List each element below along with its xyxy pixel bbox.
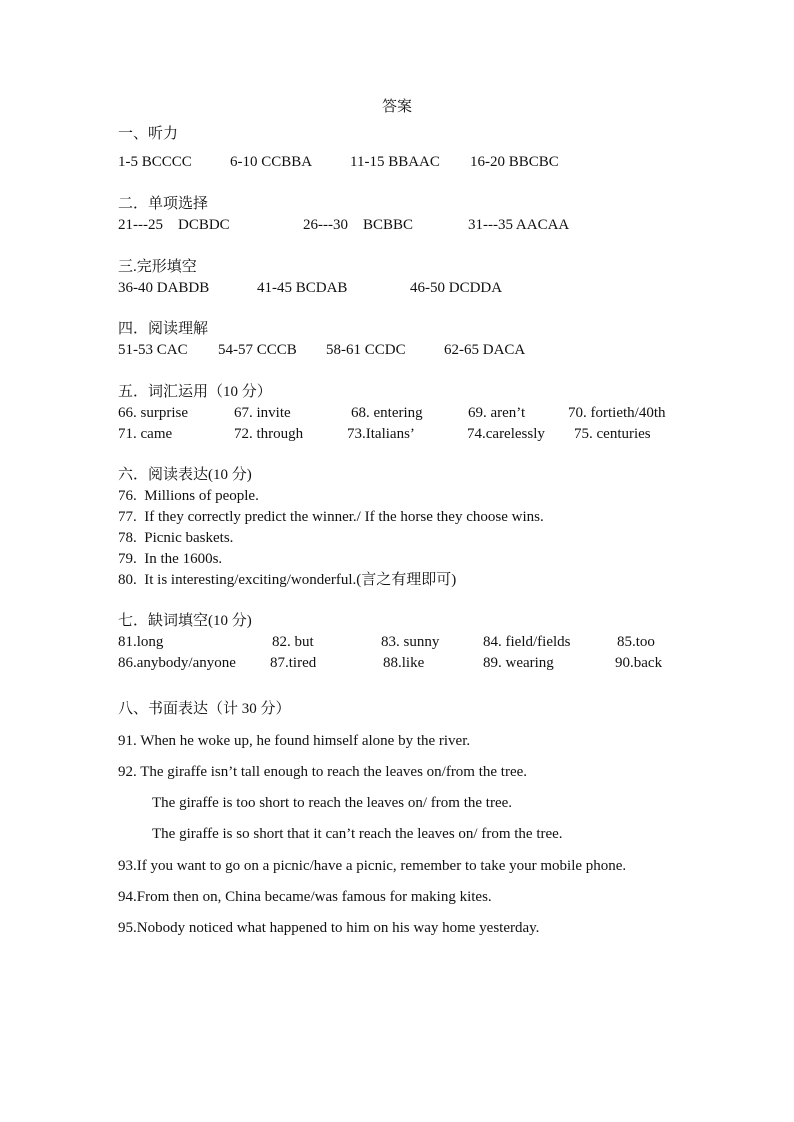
answer-line: 79. In the 1600s.	[118, 551, 223, 567]
answer-group: 6-10 CCBBA	[230, 154, 313, 170]
answer-line: 80. It is interesting/exciting/wonderful.(言之有理即可)	[118, 572, 457, 588]
answer-item: 84. field/fields	[483, 634, 571, 650]
answer-line: 94.From then on, China became/was famous for making kites.	[118, 889, 492, 905]
answer-group: 46-50 DCDDA	[410, 280, 503, 296]
section-heading-word-fill: 七．缺词填空(10 分)	[118, 613, 252, 629]
answer-line: 78. Picnic baskets.	[118, 530, 234, 546]
answer-group: 62-65 DACA	[444, 342, 526, 358]
section-heading-reading: 四．阅读理解	[118, 321, 209, 337]
answer-line: 76. Millions of people.	[118, 488, 259, 504]
answer-item: 70. fortieth/40th	[568, 405, 666, 421]
answer-group: 26---30 BCBBC	[303, 217, 414, 233]
section-heading-reading-expression: 六．阅读表达(10 分)	[118, 467, 252, 483]
answer-item: 68. entering	[351, 405, 423, 421]
answer-line: 92. The giraffe isn’t tall enough to reach the leaves on/from the tree.	[118, 764, 528, 780]
answer-item: 66. surprise	[118, 405, 188, 421]
answer-group: 21---25 DCBDC	[118, 217, 230, 233]
answer-line: The giraffe is too short to reach the leaves on/ from the tree.	[152, 795, 513, 811]
section-heading-cloze: 三.完形填空	[118, 259, 197, 275]
answer-group: 16-20 BBCBC	[470, 154, 559, 170]
answer-group: 41-45 BCDAB	[257, 280, 348, 296]
answer-group: 1-5 BCCCC	[118, 154, 192, 170]
answer-group: 11-15 BBAAC	[350, 154, 440, 170]
answer-item: 72. through	[234, 426, 304, 442]
section-heading-writing: 八、书面表达（计 30 分）	[118, 701, 291, 717]
answer-item: 71. came	[118, 426, 173, 442]
answer-item: 69. aren’t	[468, 405, 526, 421]
answer-item: 75. centuries	[574, 426, 651, 442]
answer-item: 89. wearing	[483, 655, 554, 671]
answer-item: 67. invite	[234, 405, 291, 421]
answer-item: 74.carelessly	[467, 426, 545, 442]
answer-item: 83. sunny	[381, 634, 440, 650]
answer-line: The giraffe is so short that it can’t reach the leaves on/ from the tree.	[152, 826, 563, 842]
answer-line: 93.If you want to go on a picnic/have a picnic, remember to take your mobile phone.	[118, 858, 627, 874]
section-heading-single-choice: 二．单项选择	[118, 196, 209, 212]
answer-line: 91. When he woke up, he found himself alone by the river.	[118, 733, 471, 749]
section-heading-vocabulary: 五．词汇运用（10 分）	[118, 384, 272, 400]
answer-group: 51-53 CAC	[118, 342, 188, 358]
answer-item: 85.too	[617, 634, 655, 650]
answer-item: 73.Italians’	[347, 426, 415, 442]
answer-line: 77. If they correctly predict the winner./ If the horse they choose wins.	[118, 509, 544, 525]
answer-item: 81.long	[118, 634, 164, 650]
answer-item: 88.like	[383, 655, 425, 671]
answer-item: 82. but	[272, 634, 314, 650]
answer-item: 87.tired	[270, 655, 317, 671]
answer-group: 31---35 AACAA	[468, 217, 570, 233]
answer-item: 90.back	[615, 655, 663, 671]
answer-item: 86.anybody/anyone	[118, 655, 236, 671]
answer-group: 58-61 CCDC	[326, 342, 406, 358]
answer-group: 54-57 CCCB	[218, 342, 297, 358]
answer-line: 95.Nobody noticed what happened to him on his way home yesterday.	[118, 920, 540, 936]
section-heading-listening: 一、听力	[118, 126, 179, 142]
answer-group: 36-40 DABDB	[118, 280, 210, 296]
page-title: 答案	[381, 99, 412, 115]
